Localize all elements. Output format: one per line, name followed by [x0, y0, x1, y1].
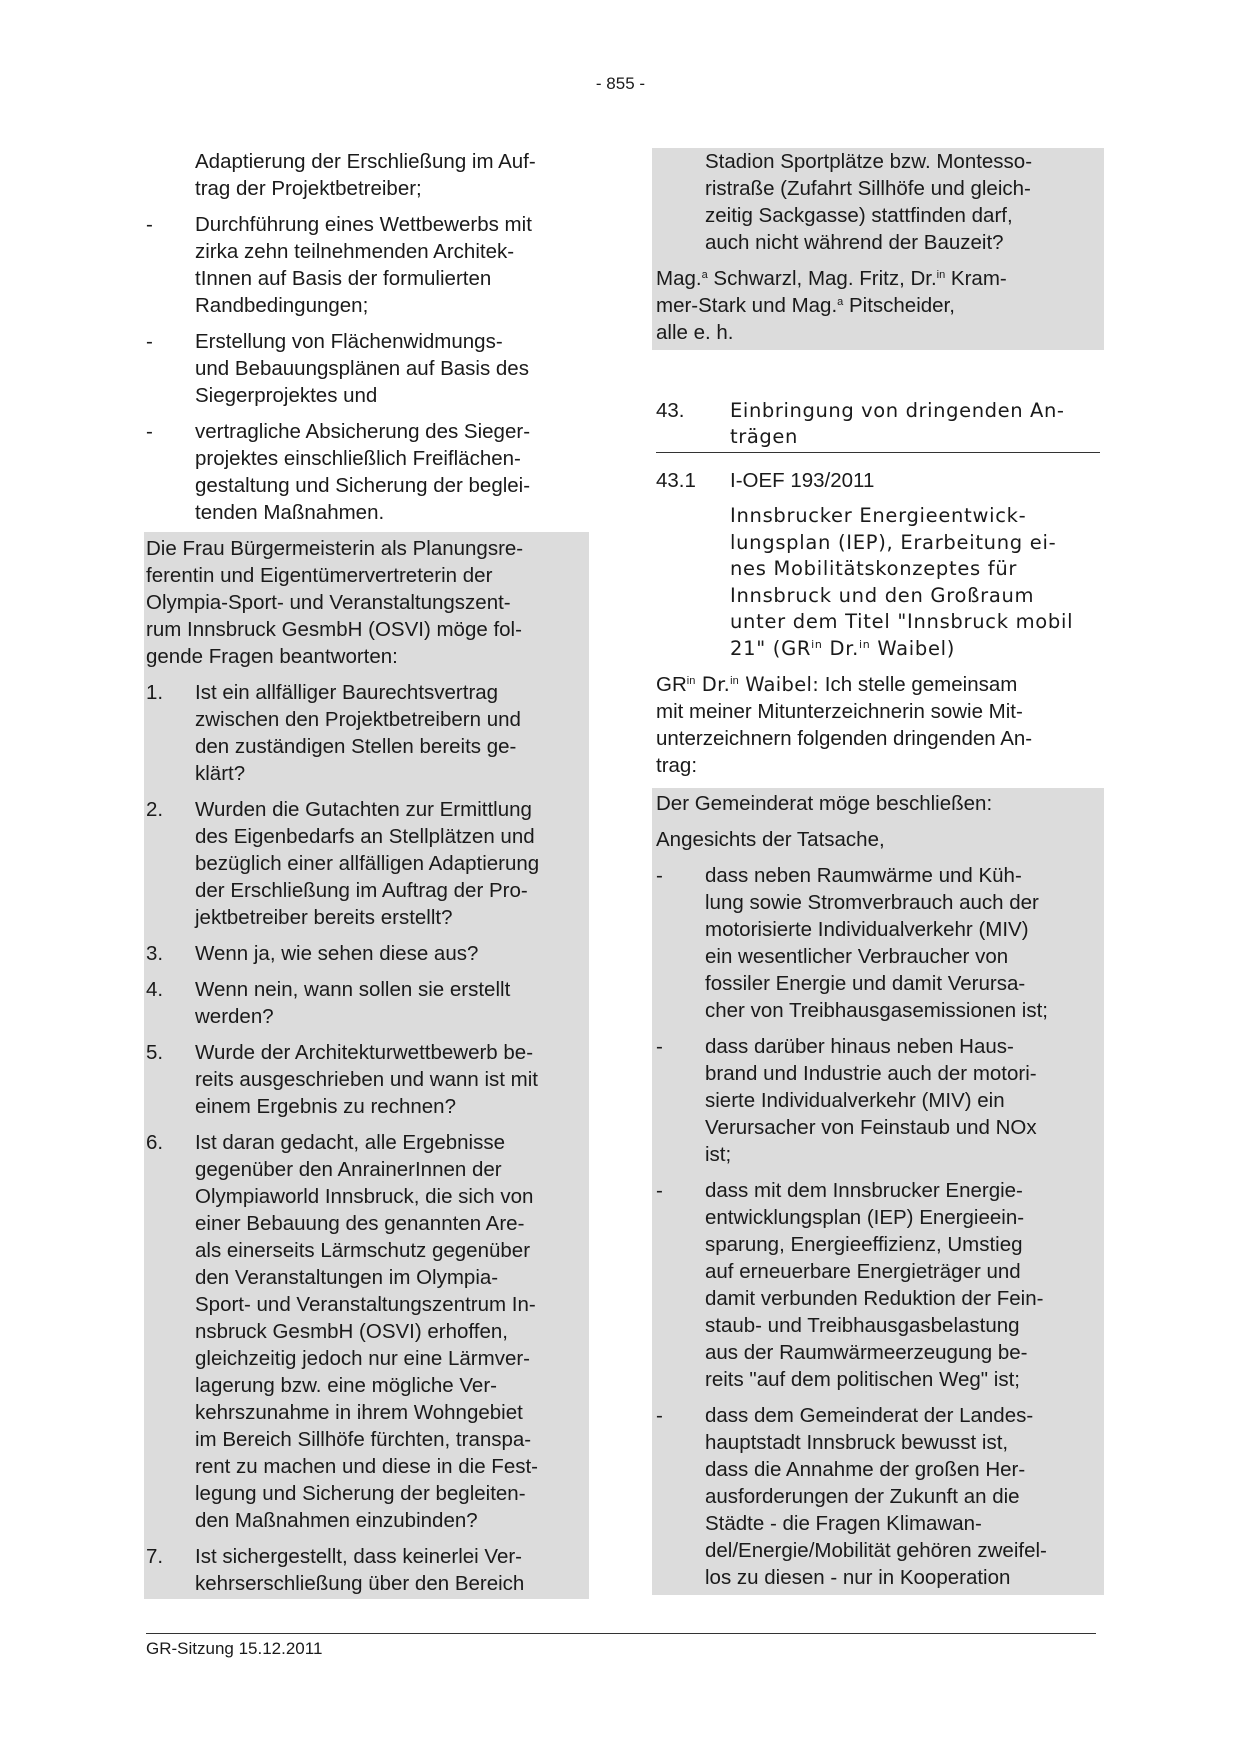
questions-continuation-block — [652, 148, 1104, 350]
questions-block — [144, 532, 589, 1599]
question-item: 5. Wurde der Architekturwettbewerb be- reits ausgeschrieben und wann ist mit einem Ergebnis zu rechnen? — [146, 1041, 538, 1118]
dash-item: - vertragliche Absicherung des Sieger- projektes einschließlich Freiflächen- gestaltung und Sicherung der beglei- tenden Maßnahmen. — [146, 420, 531, 524]
page-number: - 855 - — [595, 74, 646, 93]
questions-intro: Die Frau Bürgermeisterin als Planungsre- ferentin und Eigentümervertreterin der Olympia-Sport- und Veranstaltungszent- rum Innsbruck GesmbH (OSVI) möge fol- gende Fragen beantworten: — [146, 537, 524, 668]
signers: Mag.$^a$ Schwarzl, Mag. Fritz, Dr.$^{in}$ Kram- mer-Stark und Mag.$^a$ Pitscheider, alle e. h. — [656, 267, 1007, 344]
question-continuation: Stadion Sportplätze bzw. Montesso- ristraße (Zufahrt Sillhöfe und gleich- zeitig Sackgasse) stattfinden darf, auch nicht während der Bauzeit? — [705, 150, 1033, 254]
dash-item: - Durchführung eines Wettbewerbs mit zirka zehn teilnehmenden Architek- tInnen auf Basis der formulierten Randbedingungen; — [146, 213, 532, 317]
question-item: 1. Ist ein allfälliger Baurechtsvertrag zwischen den Projektbetreibern und den zuständigen Stellen bereits ge- klärt? — [146, 681, 521, 785]
question-item: 6. Ist daran gedacht, alle Ergebnisse gegenüber den AnrainerInnen der Olympiaworld Innsbruck, die sich von einer Bebauung des genannten Are- als einerseits Lärmschutz gegenüber den Veranstaltungen im Olympia- Sport- und Veranstaltungszentrum In- nsbruck GesmbH (OSVI) erhoffen, gleichzeitig jedoch nur eine Lärmver- lagerung bzw. eine mögliche Ver- kehrszunahme in ihrem Wohngebiet im Bereich Sillhöfe fürchten, transpa- rent zu machen und diese in die Fest- legung und Sicherung der begleiten- den Maßnahmen einzubinden? — [146, 1131, 538, 1532]
motion-item: - dass dem Gemeinderat der Landes- hauptstadt Innsbruck bewusst ist, dass die Annahme der großen Her- ausforderungen der Zukunft an die Städte - die Fragen Klimawan- del/Energie/Mobilität gehören zweifel- los zu diesen - nur in Kooperation — [656, 1404, 1047, 1589]
motion-lead: Angesichts der Tatsache, — [656, 828, 885, 851]
question-item: 7. Ist sichergestellt, dass keinerlei Ver- kehrserschließung über den Bereich — [146, 1545, 525, 1595]
right-column — [656, 148, 1100, 1595]
motion-title: Innsbrucker Energieentwick- lungsplan (IEP), Erarbeitung ei- nes Mobilitätskonzeptes für Innsbruck und den Großraum unter dem Titel "Innsbruck mobil 21" ($GR^{in}$ Dr.$^{in}$ Waibel) — [730, 504, 1074, 660]
motion-block — [652, 788, 1104, 1595]
speaker-statement: $GR^{in}$ Dr.$^{in}$ Waibel: Ich stelle gemeinsam mit meiner Mitunterzeichnerin sowie Mit- unterzeichnern folgenden dringenden An- trag: — [656, 673, 1033, 777]
question-item: 2. Wurden die Gutachten zur Ermittlung des Eigenbedarfs an Stellplätzen und bezüglich einer allfälligen Adaptierung der Erschließung im Auftrag der Pro- jektbetreiber bereits erstellt? — [146, 798, 540, 929]
section-heading: 43. Einbringung von dringenden An- trägen — [656, 398, 1100, 453]
left-column — [146, 148, 586, 1599]
motion-item: - dass darüber hinaus neben Haus- brand und Industrie auch der motori- sierte Individualverkehr (MIV) ein Verursacher von Feinstaub und NOx ist; — [656, 1035, 1037, 1166]
footer-divider — [146, 1633, 1096, 1634]
motion-item: - dass neben Raumwärme und Küh- lung sowie Stromverbrauch auch der motorisierte Individualverkehr (MIV) ein wesentlicher Verbraucher von fossiler Energie und damit Verursa- cher von Treibhausgasemissionen ist; — [656, 864, 1048, 1022]
footer-text: GR-Sitzung 15.12.2011 — [146, 1639, 323, 1658]
question-item: 3. Wenn ja, wie sehen diese aus? — [146, 942, 479, 965]
motion-item: - dass mit dem Innsbrucker Energie- entwicklungsplan (IEP) Energieein- sparung, Energieeffizienz, Umstieg auf erneuerbare Energieträger und damit verbunden Reduktion der Fein- staub- und Treibhausgasbelastung aus der Raumwärmeerzeugung be- reits "auf dem politischen Weg" ist; — [656, 1179, 1044, 1391]
subsection-heading: 43.1 I-OEF 193/2011 — [656, 469, 875, 492]
dash-item: - Erstellung von Flächenwidmungs- und Bebauungsplänen auf Basis des Siegerprojektes und — [146, 330, 529, 407]
question-item: 4. Wenn nein, wann sollen sie erstellt werden? — [146, 978, 511, 1028]
continuation-text: Adaptierung der Erschließung im Auf- trag der Projektbetreiber; — [195, 150, 536, 200]
motion-intro: Der Gemeinderat möge beschließen: — [656, 792, 993, 815]
